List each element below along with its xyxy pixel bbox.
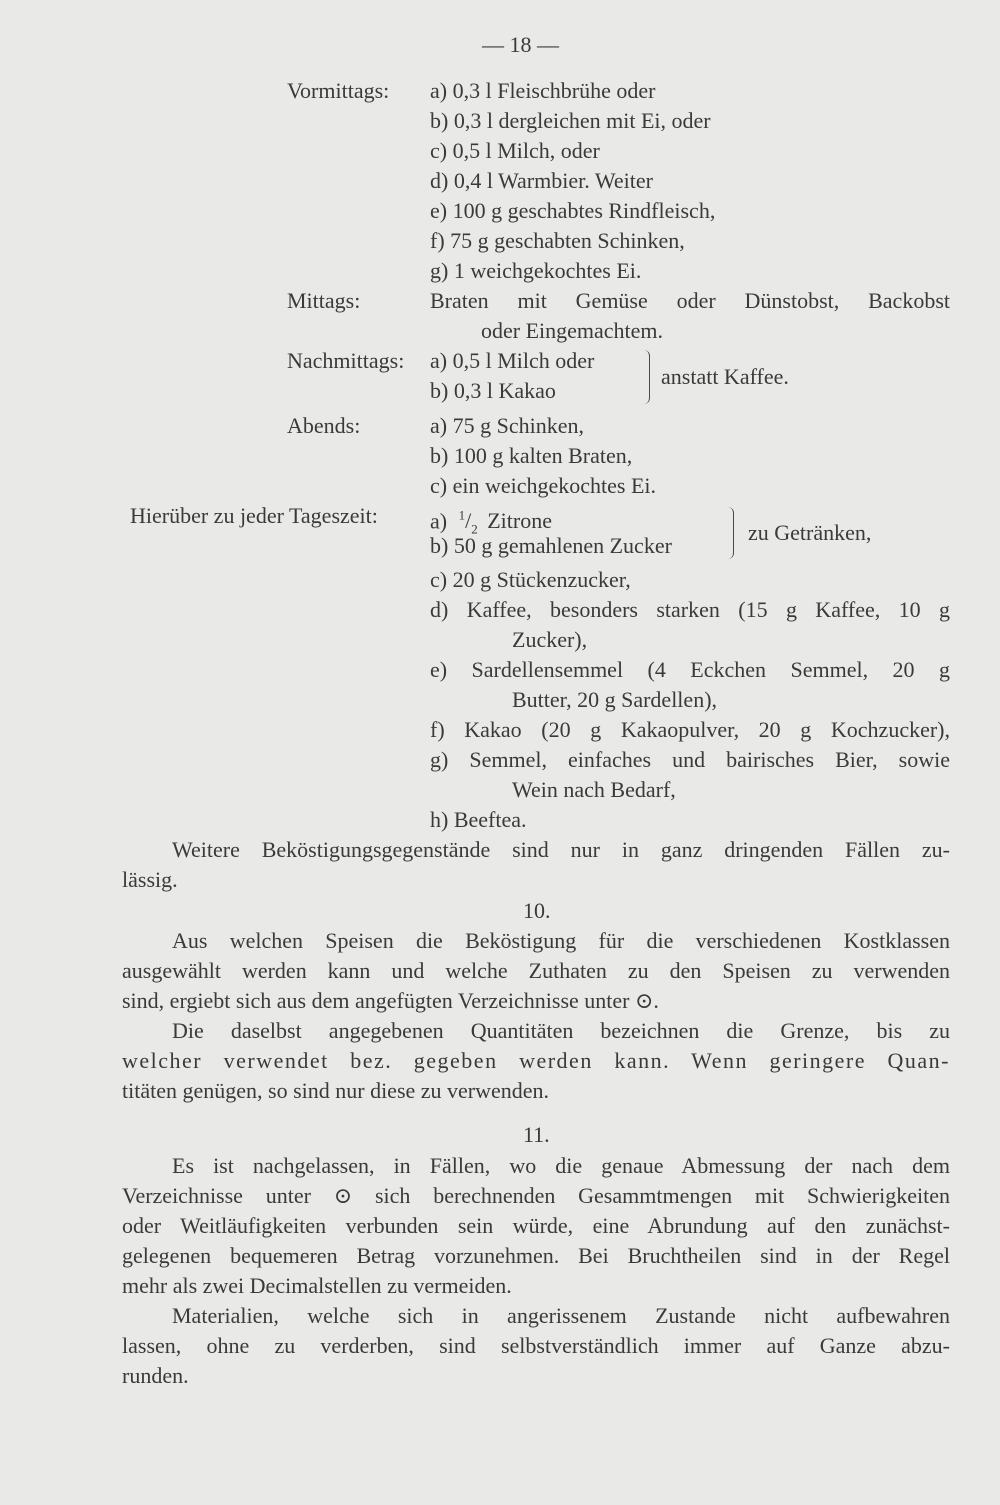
paragraph-line: titäten genügen, so sind nur diese zu verwenden. (122, 1078, 550, 1103)
item-text: Zitrone (487, 508, 552, 534)
list-item: e) Sardellensemmel (4 Eckchen Semmel, 20 g (430, 657, 950, 682)
list-item: g) Semmel, einfaches und bairisches Bier, sowie (430, 747, 950, 772)
abends-label: Abends: (287, 413, 361, 438)
section-number: 10. (523, 898, 551, 923)
list-item: c) 20 g Stückenzucker, (430, 567, 631, 592)
paragraph-line: gelegenen bequemeren Betrag vorzunehmen. Bei Bruchtheilen sind in der Regel (122, 1243, 950, 1268)
item-letter: a) (430, 508, 448, 534)
list-item: c) ein weichgekochtes Ei. (430, 473, 657, 498)
page-number: — 18 — (482, 32, 559, 57)
paragraph-line: Aus welchen Speisen die Beköstigung für die verschiedenen Kostklassen (172, 928, 950, 953)
list-item: a) 75 g Schinken, (430, 413, 584, 438)
brace-note: anstatt Kaffee. (661, 364, 789, 389)
list-item-continued: Zucker), (512, 627, 588, 652)
paragraph-line: Materialien, welche sich in angerissenem Zustande nicht aufbewahren (172, 1303, 950, 1328)
right-brace (643, 350, 650, 404)
brace-note: zu Getränken, (748, 520, 872, 545)
list-item: b) 0,3 l Kakao (430, 378, 556, 403)
paragraph-line: Die daselbst angegebenen Quantitäten bezeichnen die Grenze, bis zu (172, 1018, 950, 1043)
nachmittags-label: Nachmittags: (287, 348, 405, 373)
paragraph-line: welcher verwendet bez. gegeben werden kann. Wenn geringere Quan- (122, 1048, 950, 1073)
tageszeit-label: Hierüber zu jeder Tageszeit: (130, 503, 378, 528)
list-item: f) 75 g geschabten Schinken, (430, 228, 685, 253)
list-item: g) 1 weichgekochtes Ei. (430, 258, 642, 283)
list-item-continued: Butter, 20 g Sardellen), (512, 687, 718, 712)
list-item: b) 100 g kalten Braten, (430, 443, 633, 468)
paragraph-line: Verzeichnisse unter ⊙ sich berechnenden Gesammtmengen mit Schwierigkeiten (122, 1183, 950, 1208)
right-brace (727, 507, 734, 559)
paragraph-line: sind, ergiebt sich aus dem angefügten Verzeichnisse unter ⊙. (122, 988, 659, 1013)
list-item: f) Kakao (20 g Kakaopulver, 20 g Kochzucker), (430, 717, 950, 742)
mittags-label: Mittags: (287, 288, 361, 313)
list-item-continued: Wein nach Bedarf, (512, 777, 676, 802)
list-item: d) 0,4 l Warmbier. Weiter (430, 168, 653, 193)
paragraph-line: Weitere Beköstigungsgegenstände sind nur in ganz dringenden Fällen zu- (172, 837, 950, 862)
section-number: 11. (523, 1122, 550, 1147)
paragraph-line: mehr als zwei Decimalstellen zu vermeiden. (122, 1273, 512, 1298)
mittags-text-continued: oder Eingemachtem. (481, 318, 664, 343)
paragraph-line: lassen, ohne zu verderben, sind selbstverständlich immer auf Ganze abzu- (122, 1333, 950, 1358)
paragraph-line: ausgewählt werden kann und welche Zuthaten zu den Speisen zu verwenden (122, 958, 950, 983)
list-item: c) 0,5 l Milch, oder (430, 138, 600, 163)
list-item: b) 50 g gemahlenen Zucker (430, 533, 672, 558)
list-item: b) 0,3 l dergleichen mit Ei, oder (430, 108, 711, 133)
list-item: h) Beeftea. (430, 807, 527, 832)
list-item: a) 0,5 l Milch oder (430, 348, 595, 373)
vormittags-label: Vormittags: (287, 78, 390, 103)
mittags-text: Braten mit Gemüse oder Dünstobst, Backobst (430, 288, 950, 313)
paragraph-line: lässig. (122, 867, 178, 892)
paragraph-line: runden. (122, 1363, 189, 1388)
fraction: $^1/_2$ (458, 508, 478, 537)
paragraph-line: Es ist nachgelassen, in Fällen, wo die genaue Abmessung der nach dem (172, 1153, 950, 1178)
paragraph-line: oder Weitläufigkeiten verbunden sein würde, eine Abrundung auf den zunächst- (122, 1213, 950, 1238)
list-item: d) Kaffee, besonders starken (15 g Kaffee, 10 g (430, 597, 950, 622)
list-item: a) 0,3 l Fleischbrühe oder (430, 78, 656, 103)
list-item: e) 100 g geschabtes Rindfleisch, (430, 198, 716, 223)
